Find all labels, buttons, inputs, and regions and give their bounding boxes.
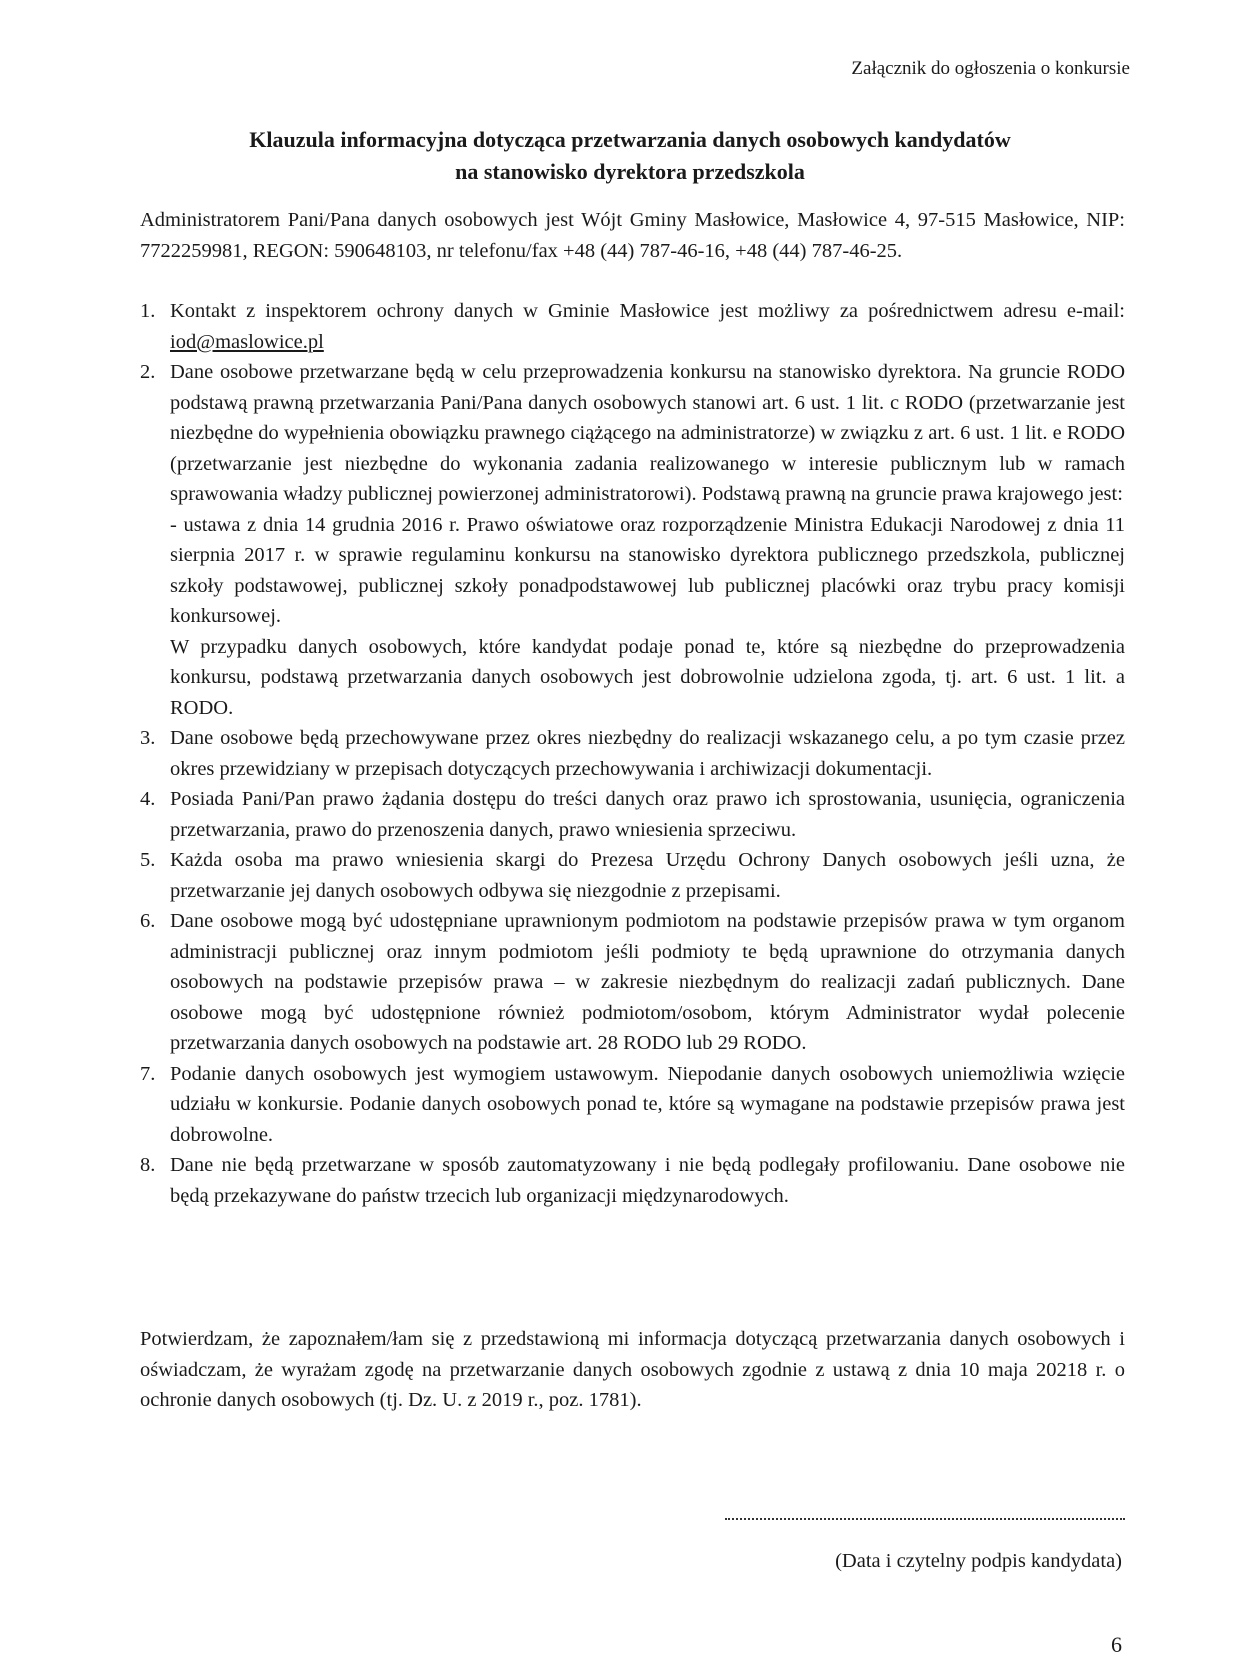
document-title bbox=[140, 124, 1120, 188]
signature-line bbox=[725, 1518, 1125, 1520]
item-number: 6. bbox=[140, 910, 156, 932]
item-number: 1. bbox=[140, 300, 156, 322]
title-line-2: na stanowisko dyrektora przedszkola bbox=[455, 159, 805, 184]
item-text: Podanie danych osobowych jest wymogiem ustawowym. Niepodanie danych osobowych uniemożliwia wzięcie udziału w konkursie. Podanie danych osobowych ponad te, które są wymagane na podstawie przepisów prawa jest dobrowolne. bbox=[170, 1062, 1125, 1146]
item-number: 2. bbox=[140, 361, 156, 383]
item-number: 4. bbox=[140, 788, 156, 810]
clause-list bbox=[140, 296, 1125, 1211]
item-text: Kontakt z inspektorem ochrony danych w Gminie Masłowice jest możliwy za pośrednictwem adresu e-mail: bbox=[170, 300, 1125, 322]
header-note: Załącznik do ogłoszenia o konkursie bbox=[851, 58, 1130, 79]
item-number: 7. bbox=[140, 1062, 156, 1085]
item-text: Dane osobowe będą przechowywane przez okres niezbędny do realizacji wskazanego celu, a po tym czasie przez okres przewidziany w przepisach dotyczących przechowywania i archiwizacji dokumentacji. bbox=[170, 727, 1125, 780]
list-item bbox=[140, 723, 1125, 784]
item-number: 5. bbox=[140, 849, 156, 871]
item-text: Dane nie będą przetwarzane w sposób zautomatyzowany i nie będą podlegały profilowaniu. Dane osobowe nie będą przekazywane do państw trzecich lub organizacji międzynarodowych. bbox=[170, 1154, 1125, 1207]
confirmation-paragraph: Potwierdzam, że zapoznałem/łam się z przedstawioną mi informacja dotyczącą przetwarzania danych osobowych i oświadczam, że wyrażam zgodę na przetwarzanie danych osobowych zgodnie z ustawą z dnia 10 maja 20218 r. o ochronie danych osobowych (tj. Dz. U. z 2019 r., poz. 1781). bbox=[140, 1328, 1125, 1411]
signature-label: (Data i czytelny podpis kandydata) bbox=[835, 1550, 1122, 1572]
item-text: Dane osobowe mogą być udostępniane uprawnionym podmiotom na podstawie przepisów prawa w tym organom administracji publicznej oraz innym podmiotom jeśli podmioty te będą uprawnione do otrzymania danych osobowych na podstawie przepisów prawa – w zakresie niezbędnym do realizacji zadań publicznych. Dane osobowe mogą być udostępnione również podmiotom/osobom, którym Administrator wydał polecenie przetwarzania danych osobowych na podstawie art. 28 RODO lub 29 RODO. bbox=[170, 910, 1125, 1054]
list-item bbox=[140, 296, 1125, 357]
list-item bbox=[140, 845, 1125, 906]
item-text: Każda osoba ma prawo wniesienia skargi do Prezesa Urzędu Ochrony Danych osobowych jeśli uzna, że przetwarzanie jej danych osobowych odbywa się niezgodnie z przepisami. bbox=[170, 849, 1125, 902]
list-item bbox=[140, 1150, 1125, 1211]
item-subtext: W przypadku danych osobowych, które kandydat podaje ponad te, które są niezbędne do przeprowadzenia konkursu, podstawą przetwarzania danych osobowych jest dobrowolnie udzielona zgoda, tj. art. 6 ust. 1 lit. a RODO. bbox=[170, 635, 1125, 719]
item-text: Posiada Pani/Pan prawo żądania dostępu do treści danych oraz prawo ich sprostowania, usunięcia, ograniczenia przetwarzania, prawo do przenoszenia danych, prawo wniesienia sprzeciwu. bbox=[170, 788, 1125, 841]
title-line-1: Klauzula informacyjna dotycząca przetwarzania danych osobowych kandydatów bbox=[249, 127, 1011, 152]
list-item bbox=[140, 784, 1125, 845]
list-item bbox=[140, 906, 1125, 1059]
item-number: 3. bbox=[140, 727, 156, 749]
intro-paragraph: Administratorem Pani/Pana danych osobowych jest Wójt Gminy Masłowice, Masłowice 4, 97-515 Masłowice, NIP: 7722259981, REGON: 590648103, nr telefonu/fax +48 (44) 787-46-16, +48 (44) 787-46-25. bbox=[140, 209, 1125, 262]
list-item bbox=[140, 1059, 1125, 1151]
item-subtext: - ustawa z dnia 14 grudnia 2016 r. Prawo oświatowe oraz rozporządzenie Ministra Edukacji Narodowej z dnia 11 sierpnia 2017 r. w sprawie regulaminu konkursu na stanowisko dyrektora publicznego przedszkola, publicznej szkoły podstawowej, publicznej szkoły ponadpodstawowej lub publicznej placówki oraz trybu pracy komisji konkursowej. bbox=[170, 513, 1125, 627]
item-text: Dane osobowe przetwarzane będą w celu przeprowadzenia konkursu na stanowisko dyrektora. Na gruncie RODO podstawą prawną przetwarzania Pani/Pana danych osobowych stanowi art. 6 ust. 1 lit. c RODO (przetwarzanie jest niezbędne do wypełnienia obowiązku prawnego ciążącego na administratorze) w związku z art. 6 ust. 1 lit. e RODO (przetwarzanie jest niezbędne do wykonania zadania realizowanego w interesie publicznym lub w ramach sprawowania władzy publicznej powierzonej administratorowi). Podstawą prawną na gruncie prawa krajowego jest: bbox=[170, 361, 1125, 505]
page-number: 6 bbox=[1111, 1632, 1122, 1657]
email-link[interactable]: iod@maslowice.pl bbox=[170, 330, 324, 353]
item-number: 8. bbox=[140, 1154, 156, 1176]
list-item bbox=[140, 357, 1125, 723]
